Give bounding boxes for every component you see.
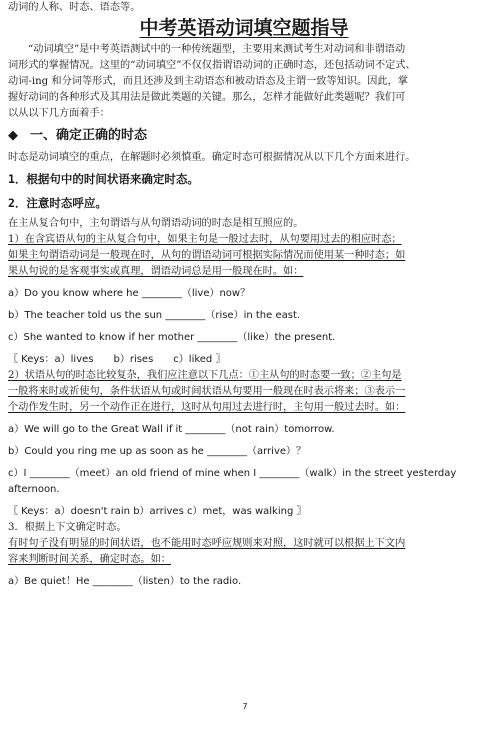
rule-3 [8, 536, 480, 568]
diamond-bullet-icon: ◆ [8, 128, 18, 143]
page-title: 中考英语动词填空题指导 [139, 17, 349, 39]
keys-line: 〖 Keys：a）doesn't rain b）arrives c）met，was walking 〗 [8, 506, 307, 517]
example-line: c）I ________（meet）an old friend of mine when I ________（walk）in the street yesterday [8, 468, 457, 479]
rule-line: 个动作发生时，另一个动作正在进行，这时从句用过去进行时，主句用一般过去时。如： [8, 402, 406, 413]
example-line: afternoon. [8, 484, 60, 495]
header-line: 动词的人称、时态、语态等。 [8, 2, 141, 13]
section-lead: 时态是动词填空的重点，在解题时必须慎重。确定时态可根据情况从以下几个方面来进行。 [8, 152, 416, 163]
rule-2 [8, 368, 480, 416]
section-heading [8, 125, 480, 147]
example-line: b）Could you ring me up as soon as he ________（arrive）？ [8, 446, 307, 457]
subheading-2-lead: 在主从复合句中，主句谓语与从句谓语动词的时态是相互照应的。 [8, 218, 304, 229]
intro-line: 以从以下几方面着手： [8, 108, 110, 119]
example-line: c）She wanted to know if her mother ________（like）the present. [8, 332, 336, 343]
intro-line: “动词填空”是中考英语测试中的一种传统题型，主要用来测试考生对动词和非谓语动 [28, 44, 406, 55]
rule-line: 容来判断时间关系，确定时态。如： [8, 554, 171, 565]
rule-line: 果从句说的是客观事实或真理，谓语动词总是用一般现在时。如： [8, 266, 304, 277]
rule-line: 有时句子没有明显的时间状语，也不能用时态呼应规则来对照，这时就可以根据上下文内 [8, 538, 406, 549]
intro-line: 词形式的掌握情况。这里的“动词填空”不仅仅指谓语动词的正确时态，还包括动词不定式、 [8, 60, 416, 71]
rule-line: 2）状语从句的时态比较复杂，我们应注意以下几点：①主从句的时态要一致；②主句是 [8, 370, 402, 381]
keys-line: 〖 Keys：a）lives b）rises c）liked 〗 [8, 354, 226, 365]
page-number: 7 [242, 702, 248, 711]
subheading-2: 2．注意时态呼应。 [8, 196, 107, 210]
rule-line: 如果主句谓语动词是一般现在时，从句的谓语动词可根据实际情况而使用某一种时态；如 [8, 250, 406, 261]
intro-line: 动词-ing 和分词等形式，而且还涉及到主动语态和被动语态及主谓一致等知识。因此，掌 [8, 76, 408, 87]
example-line: a）Do you know where he ________（live）now？ [8, 288, 251, 299]
intro-paragraph [8, 42, 480, 122]
example-line: b）The teacher told us the sun ________（rise）in the east. [8, 310, 301, 321]
example-line: a）We will go to the Great Wall if it ________（not rain）tomorrow. [8, 424, 335, 435]
intro-line: 握好动词的各种形式及其用法是做此类题的关键。那么，怎样才能做好此类题呢？我们可 [8, 92, 406, 103]
example-line: a）Be quiet！He ________（listen）to the radio. [8, 576, 242, 587]
rule-1 [8, 232, 480, 280]
section-heading-text: 一、确定正确的时态 [30, 128, 148, 143]
rule-line: 一般将来时或祈使句，条件状语从句或时间状语从句要用一般现在时表示将来；③表示一 [8, 386, 406, 397]
subheading-1: 1．根据句中的时间状语来确定时态。 [8, 172, 199, 186]
rule-line: 1）在含宾语从句的主从复合句中，如果主句是一般过去时，从句要用过去的相应时态； [8, 234, 402, 245]
subheading-3: 3．根据上下文确定时态。 [8, 522, 127, 533]
